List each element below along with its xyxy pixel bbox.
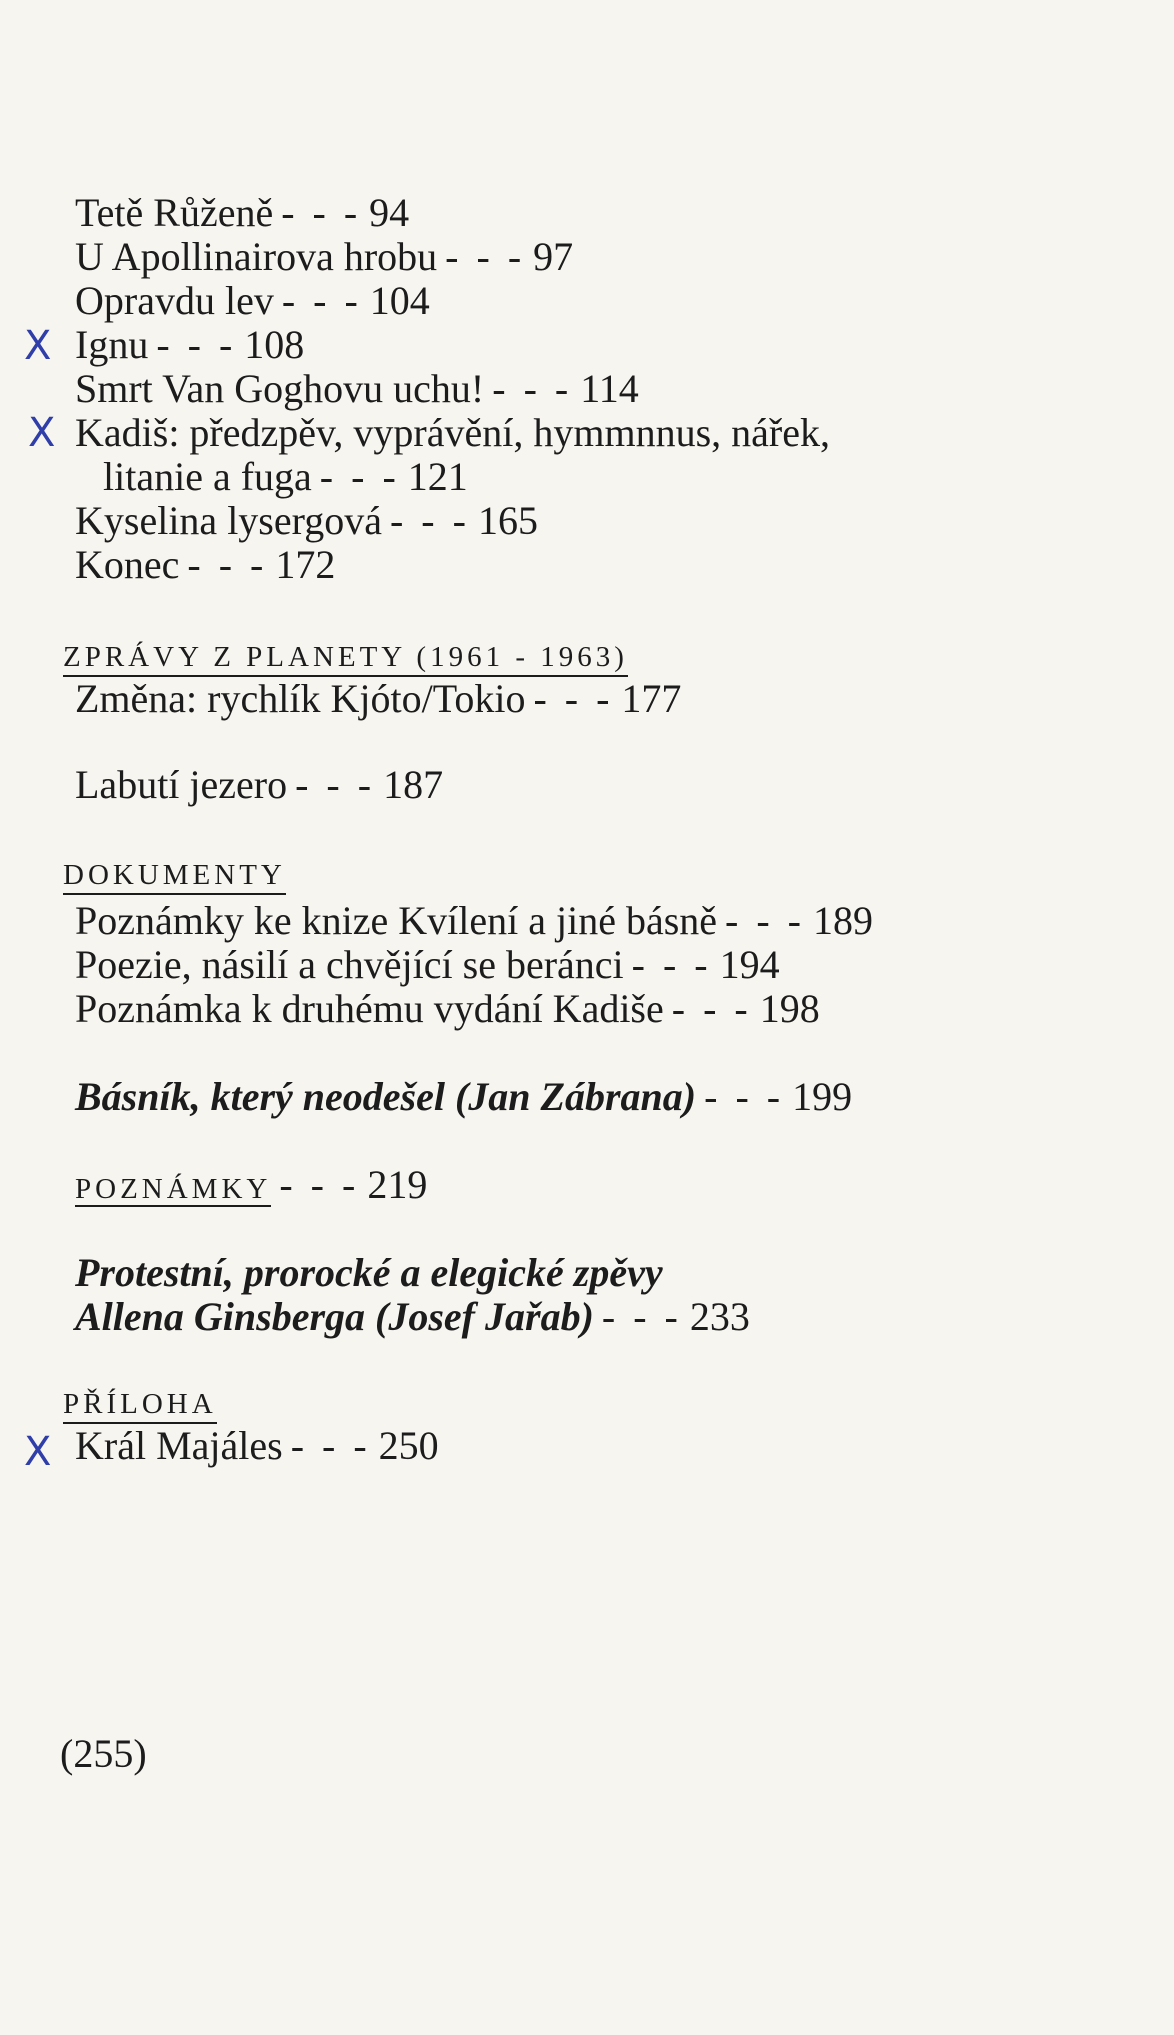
toc-entry-continuation: litanie a fuga - - - 121 (103, 454, 468, 499)
toc-entry: Básník, který neodešel (Jan Zábrana) - - - 199 (75, 1074, 853, 1119)
toc-entry: Ignu - - - 108 (75, 322, 305, 367)
page-number: (255) (60, 1731, 147, 1776)
toc-entry: Konec - - - 172 (75, 542, 336, 587)
toc-entry: Labutí jezero - - - 187 (75, 762, 444, 807)
section-heading: POZNÁMKY (75, 1173, 272, 1205)
toc-entry: Allena Ginsberga (Josef Jařab) - - - 233 (75, 1294, 750, 1339)
toc-entry: Kyselina lysergová - - - 165 (75, 498, 538, 543)
handwritten-x-mark: X (28, 410, 56, 456)
section-heading: ZPRÁVY Z PLANETY (1961 - 1963) (63, 640, 628, 677)
section-heading: DOKUMENTY (63, 858, 286, 895)
section-heading: PŘÍLOHA (63, 1387, 217, 1424)
handwritten-x-mark: X (24, 1429, 52, 1475)
toc-entry: Poezie, násilí a chvějící se beránci - - - 194 (75, 942, 780, 987)
toc-entry: Král Majáles - - - 250 (75, 1423, 439, 1468)
handwritten-x-mark: X (24, 323, 52, 369)
toc-entry: Tetě Růženě - - - 94 (75, 190, 410, 235)
toc-entry: Protestní, prorocké a elegické zpěvy (75, 1250, 663, 1295)
toc-entry: Změna: rychlík Kjóto/Tokio - - - 177 (75, 676, 682, 721)
toc-entry: Opravdu lev - - - 104 (75, 278, 430, 323)
toc-entry: U Apollinairova hrobu - - - 97 (75, 234, 574, 279)
toc-entry: Poznámky ke knize Kvílení a jiné básně - - - 189 (75, 898, 873, 943)
toc-entry: Smrt Van Goghovu uchu! - - - 114 (75, 366, 639, 411)
toc-entry: Poznámka k druhému vydání Kadiše - - - 198 (75, 986, 820, 1031)
toc-entry: Kadiš: předzpěv, vyprávění, hymmnnus, nářek, (75, 410, 830, 455)
toc-entry: POZNÁMKY - - - 219 (75, 1162, 428, 1207)
